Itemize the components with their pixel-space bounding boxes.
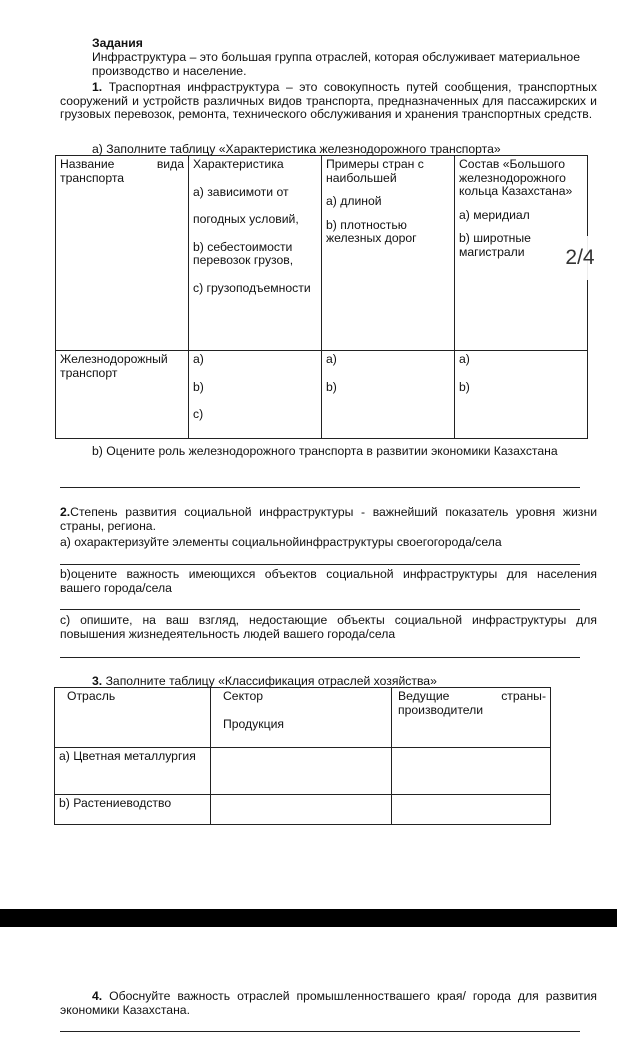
c3b: b) (326, 379, 337, 394)
title: Задания (92, 36, 143, 50)
table2-header-branch: Отрасль (55, 688, 211, 748)
table1-cell-countries (322, 351, 455, 439)
task1-sub-a: а) Заполните таблицу «Характеристика железнодорожного транспорта» (92, 142, 501, 156)
h2-b: b) себестоимости перевозок грузов, (193, 239, 294, 267)
task2-text: Степень развития социальной инфраструктуры - важнейший показатель уровня жизни страны, региона. (60, 505, 597, 533)
h2-a2: погодных условий, (193, 212, 299, 226)
task2-a: а) охарактеризуйте элементы социальнойинфраструктуры своегогорода/села (60, 535, 502, 549)
answer-line (60, 609, 580, 610)
classification-table (54, 687, 551, 825)
page-separator-bar (0, 909, 617, 927)
h4-a: а) меридиал (459, 207, 530, 222)
table1-cell-characteristics (189, 351, 322, 439)
h4-b: b) широтные магистрали (459, 231, 531, 259)
table2-cell (211, 748, 392, 795)
task2-number: 2. (60, 505, 71, 519)
table2-header-sector (211, 688, 392, 748)
task1-number: 1. (92, 80, 103, 94)
table2-cell (392, 795, 551, 825)
task4-number: 4. (92, 989, 103, 1003)
h3-b: b) плотностью железных дорог (326, 217, 417, 245)
answer-line (60, 657, 580, 658)
task2-b: b)оцените важность имеющихся объектов социальной инфраструктуры для населения вашего города/села (60, 567, 597, 595)
task1-sub-b (60, 445, 597, 459)
table1-cell-ring (455, 351, 588, 439)
intro-text: Инфраструктура – это большая группа отраслей, которая обслуживает материальное производство и население. (92, 50, 580, 78)
h2-title: Характеристика (193, 157, 284, 171)
table2-row2-label: b) Растениеводство (55, 795, 211, 825)
h2-a: а) зависимоти от (193, 184, 289, 199)
c2a: а) (193, 352, 204, 366)
table2-header-countries (392, 688, 551, 748)
h3-title: Примеры стран с наибольшей (326, 157, 424, 185)
table2-cell (392, 748, 551, 795)
task3-text: Заполните таблицу «Классификация отраслей хозяйства» (105, 674, 437, 688)
c4a: а) (459, 352, 470, 366)
c2b: b) (193, 379, 204, 394)
task1-paragraph (60, 81, 597, 122)
h-countries: Ведущие страны-производители (398, 689, 546, 717)
task2-paragraph (60, 506, 597, 533)
page-indicator-badge: 2/4 (549, 236, 611, 280)
answer-line (60, 564, 580, 565)
task4-paragraph (60, 990, 597, 1017)
task1-text: Траспортная инфраструктура – это совокупность путей сообщения, транспортных сооружений и устройств различных видов транспорта, предназначенных для пассажирских и грузовых перевозок, ремонта, технического обслуживания и хранения транспортных средств. (60, 80, 597, 121)
railway-table (55, 155, 588, 439)
task3-number: 3. (92, 674, 103, 688)
task2-c: с) опишите, на ваш взгляд, недостающие объекты социальной инфраструктуры для повышения жизнедеятельность людей вашего города/села (60, 613, 597, 641)
table2-row1-label (55, 748, 211, 795)
h3-a: а) длиной (326, 194, 382, 208)
h-product: Продукция (223, 716, 284, 731)
table1-row-label: Железнодорожный транспорт (56, 351, 189, 439)
c4b: b) (459, 379, 470, 394)
h-sector: Сектор (223, 689, 264, 703)
h2-c: с) грузоподъемности (193, 280, 311, 295)
c3a: а) (326, 352, 337, 366)
table1-header-type-text: Название вида транспорта (60, 157, 184, 185)
intro (60, 51, 597, 78)
r1-text: а) Цветная металлургия (59, 749, 196, 763)
answer-line (60, 1031, 580, 1032)
task4-text: Обоснуйте важность отраслей промышленноствашего края/ города для развития экономики Казахстана. (60, 989, 598, 1017)
table1-header-characteristics (189, 156, 322, 351)
h4-title: Состав «Большого железнодорожного кольца Казахстана» (459, 157, 573, 198)
table1-header-type (56, 156, 189, 351)
c2c: с) (193, 407, 204, 421)
answer-line (60, 487, 580, 488)
table2-cell (211, 795, 392, 825)
task1-sub-b-text: b) Оцените роль железнодорожного транспорта в развитии экономики Казахстана (92, 444, 558, 458)
table1-header-countries (322, 156, 455, 351)
